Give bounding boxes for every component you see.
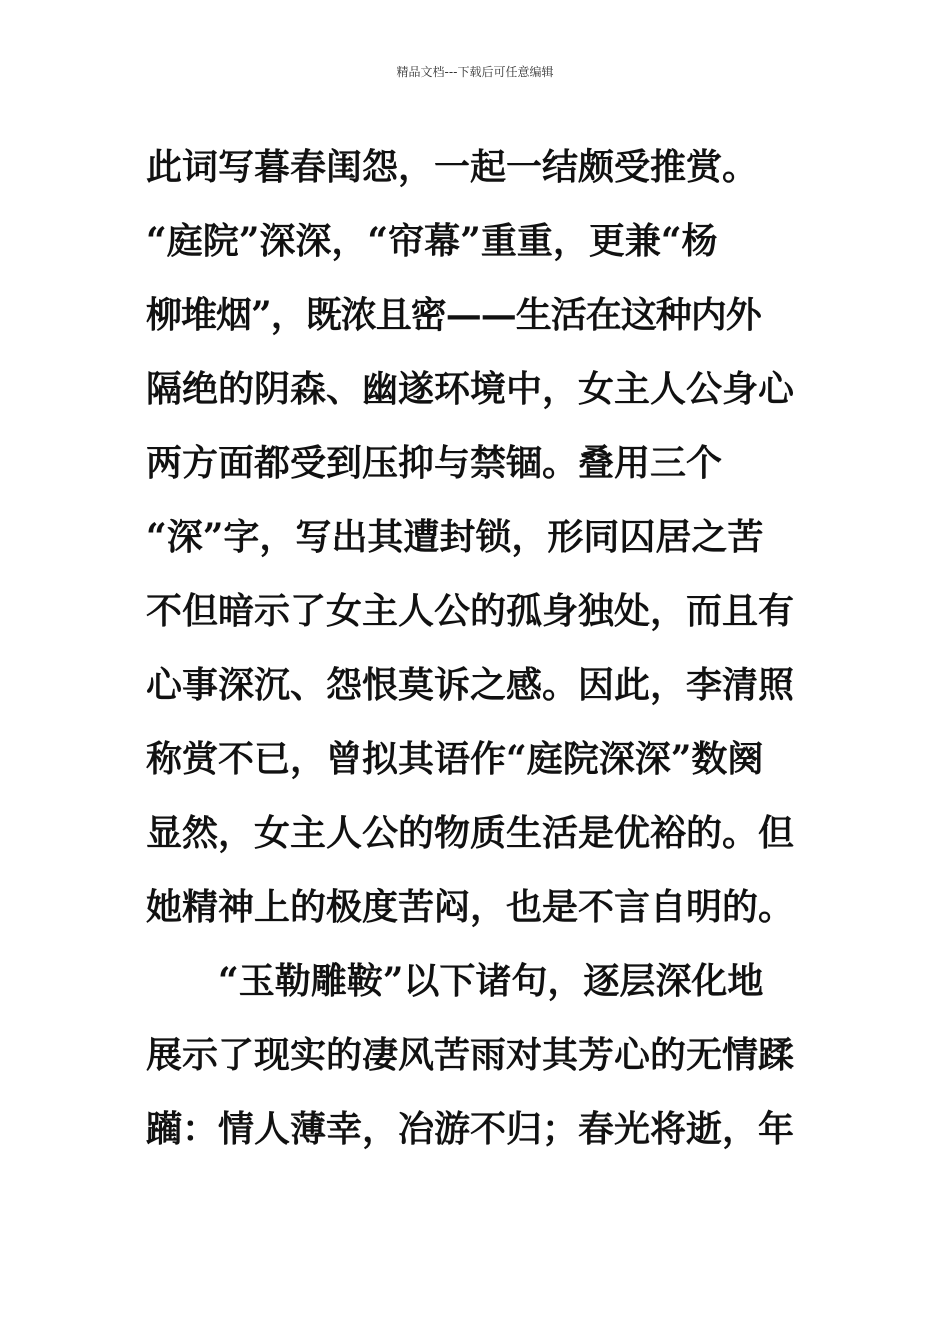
text-line: 柳堆烟”，既浓且密——生活在这种内外 — [146, 294, 761, 336]
text-line: 不但暗示了女主人公的孤身独处，而且有 — [146, 590, 795, 632]
text-line: “玉勒雕鞍”以下诸句，逐层深化地 — [146, 960, 764, 1002]
text-line: “庭院”深深，“帘幕”重重，更兼“杨 — [146, 220, 718, 262]
text-line: 此词写暮春闺怨，一起一结颇受推赏。 — [146, 146, 759, 188]
text-line: 心事深沉、怨恨莫诉之感。因此，李清照 — [146, 664, 795, 706]
text-line: 称赏不已，曾拟其语作“庭院深深”数阕 — [146, 738, 764, 780]
text-line: 展示了现实的凄风苦雨对其芳心的无情蹂 — [146, 1034, 795, 1076]
text-line: 隔绝的阴森、幽遂环境中，女主人公身心 — [146, 368, 795, 410]
text-line: 她精神上的极度苦闷，也是不言自明的。 — [146, 886, 795, 928]
text-line: 躏：情人薄幸，冶游不归；春光将逝，年 — [146, 1108, 795, 1150]
document-body — [146, 130, 806, 1166]
text-line: 两方面都受到压抑与禁锢。叠用三个 — [146, 442, 723, 484]
page-header: 精品文档---下载后可任意编辑 — [396, 65, 554, 79]
text-line: “深”字，写出其遭封锁，形同囚居之苦 — [146, 516, 764, 558]
text-line: 显然，女主人公的物质生活是优裕的。但 — [146, 812, 795, 854]
